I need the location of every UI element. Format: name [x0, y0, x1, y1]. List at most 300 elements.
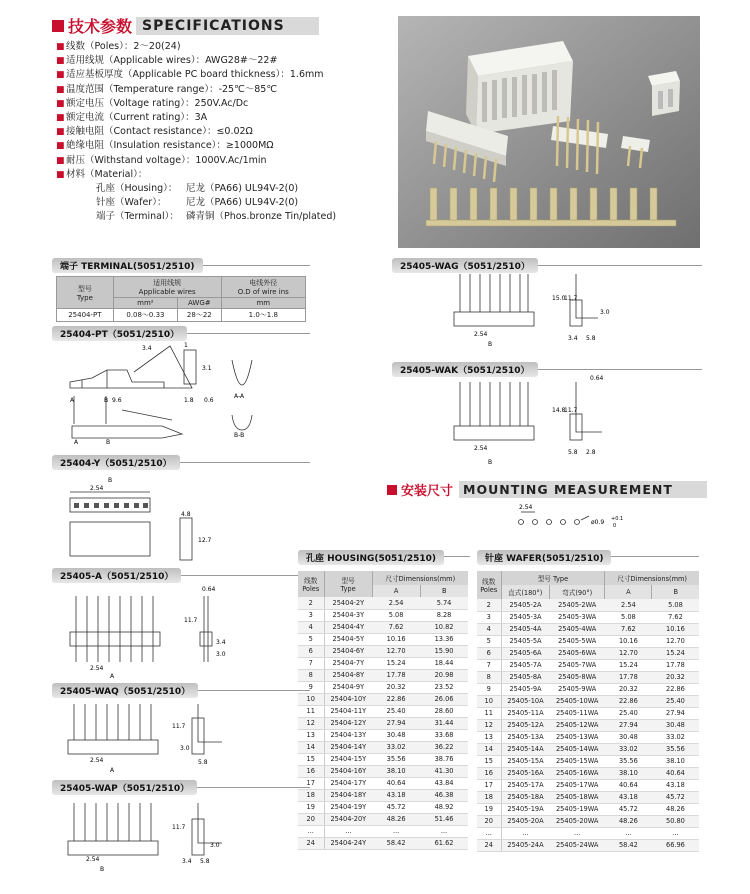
- table-cell: 25405-17A: [501, 779, 550, 791]
- spec-item: ■ 接触电阻（Contact resistance）：≤0.02Ω: [56, 126, 253, 138]
- table-cell: ...: [605, 827, 652, 839]
- svg-text:3.4: 3.4: [216, 639, 226, 646]
- header-en: SPECIFICATIONS: [136, 17, 319, 35]
- svg-text:3.1: 3.1: [202, 365, 212, 372]
- mounting-drawing: [505, 500, 635, 540]
- table-cell: ...: [652, 827, 699, 839]
- th-mm: mm: [221, 298, 305, 309]
- svg-text:A: A: [70, 397, 75, 404]
- table-row: [298, 729, 468, 741]
- table-row: [298, 753, 468, 765]
- table-cell: 7: [298, 657, 324, 669]
- table-cell: 25404-6Y: [324, 645, 372, 657]
- spec-item: ■ 温度范围（Temperature range）：-25℃～85℃: [56, 83, 278, 95]
- table-cell: 20: [477, 815, 501, 827]
- material-wafer: 针座（Wafer）： 尼龙（PA66) UL94V-2(0): [96, 197, 299, 209]
- wak-section-title: 25405-WAK（5051/2510）: [392, 362, 538, 377]
- table-cell: 5.08: [652, 599, 699, 611]
- table-cell: 43.18: [652, 779, 699, 791]
- table-cell: 22.86: [652, 683, 699, 695]
- table-cell: 25405-12A: [501, 719, 550, 731]
- spec-item: ■ 材料（Material）：: [56, 168, 148, 180]
- svg-text:2.54: 2.54: [474, 445, 488, 452]
- table-cell: 20.32: [372, 681, 420, 693]
- th-angle: 弯式(90°): [550, 585, 605, 599]
- table-cell: 24: [298, 837, 324, 849]
- mounting-marker: [387, 485, 397, 495]
- table-row: [477, 815, 699, 827]
- table-cell: 38.76: [420, 753, 468, 765]
- table-cell: 2.54: [372, 597, 420, 609]
- svg-text:11.7: 11.7: [172, 723, 186, 730]
- spec-item: ■ 线数（Poles）：2～20(24): [56, 41, 181, 52]
- th-b: B: [652, 585, 699, 599]
- table-cell: 4: [477, 623, 501, 635]
- material-housing: 孔座（Housing）： 尼龙（PA66) UL94V-2(0): [96, 183, 299, 195]
- svg-text:2.54: 2.54: [86, 856, 100, 863]
- table-cell: 5.08: [372, 609, 420, 621]
- table-cell: 14: [298, 741, 324, 753]
- table-cell: 25404-14Y: [324, 741, 372, 753]
- table-cell: 30.48: [372, 729, 420, 741]
- table-cell: 25405-20A: [501, 815, 550, 827]
- table-cell: 22.86: [605, 695, 652, 707]
- table-cell: 25404-10Y: [324, 693, 372, 705]
- table-cell: 25404-17Y: [324, 777, 372, 789]
- table-row: [477, 731, 699, 743]
- table-cell: 25405-9A: [501, 683, 550, 695]
- svg-text:11.7: 11.7: [172, 824, 186, 831]
- svg-text:0: 0: [613, 523, 617, 529]
- wap-drawing: [52, 795, 302, 887]
- table-row: [298, 717, 468, 729]
- table-row: [298, 741, 468, 753]
- svg-text:3.4: 3.4: [142, 345, 152, 352]
- svg-text:ø0.9: ø0.9: [591, 519, 605, 526]
- svg-text:3.4: 3.4: [182, 858, 192, 865]
- specifications-header: [52, 14, 319, 37]
- svg-text:14.8: 14.8: [552, 407, 566, 414]
- table-cell: 25405-4WA: [550, 623, 605, 635]
- table-cell: ...: [477, 827, 501, 839]
- table-cell: 40.64: [652, 767, 699, 779]
- table-row: [477, 743, 699, 755]
- svg-text:4.8: 4.8: [181, 511, 191, 518]
- table-row: [298, 765, 468, 777]
- table-cell: 5.08: [605, 611, 652, 623]
- table-row: [298, 837, 468, 849]
- a-section-title: 25405-A（5051/2510）: [52, 568, 181, 583]
- table-cell: 7.62: [652, 611, 699, 623]
- table-cell: 25.40: [372, 705, 420, 717]
- svg-text:B: B: [488, 459, 493, 466]
- table-cell: 25405-15A: [501, 755, 550, 767]
- table-cell: 5: [298, 633, 324, 645]
- table-cell: 12.70: [652, 635, 699, 647]
- table-row: 25404-PT 0.08～0.33 28～22 1.0～1.8: [57, 309, 306, 322]
- table-cell: 33.02: [652, 731, 699, 743]
- svg-text:A: A: [74, 439, 79, 446]
- table-row: [298, 645, 468, 657]
- svg-text:1: 1: [184, 342, 188, 349]
- th-b: B: [420, 585, 468, 597]
- table-cell: 19: [298, 801, 324, 813]
- th-mm2: mm²: [113, 298, 177, 309]
- table-cell: 25405-5A: [501, 635, 550, 647]
- th-wire: 适用线规 Applicable wires: [113, 277, 221, 298]
- table-cell: 25404-24Y: [324, 837, 372, 849]
- table-cell: 25404-15Y: [324, 753, 372, 765]
- table-cell: 10.16: [372, 633, 420, 645]
- table-row: [477, 707, 699, 719]
- spec-item: ■ 适应基板厚度（Applicable PC board thickness）：1.6mm: [56, 69, 324, 81]
- table-cell: 48.26: [372, 813, 420, 825]
- table-cell: 25405-9WA: [550, 683, 605, 695]
- table-row: [477, 779, 699, 791]
- table-row: [477, 803, 699, 815]
- table-cell: 25404-7Y: [324, 657, 372, 669]
- table-cell: 7.62: [605, 623, 652, 635]
- table-cell: 25405-2WA: [550, 599, 605, 611]
- svg-text:0.6: 0.6: [204, 397, 214, 404]
- table-cell: 20.32: [605, 683, 652, 695]
- table-cell: 10.16: [605, 635, 652, 647]
- spec-list: [56, 40, 336, 225]
- table-cell: 18.44: [420, 657, 468, 669]
- table-cell: 25405-6WA: [550, 647, 605, 659]
- table-cell: 2: [298, 597, 324, 609]
- table-row: [298, 669, 468, 681]
- table-cell: 3: [477, 611, 501, 623]
- table-cell: 24: [477, 839, 501, 851]
- table-cell: 13.36: [420, 633, 468, 645]
- table-cell: 25404-12Y: [324, 717, 372, 729]
- table-cell: 27.94: [372, 717, 420, 729]
- table-cell: 9: [477, 683, 501, 695]
- svg-text:2.8: 2.8: [586, 449, 596, 456]
- table-cell: 25405-24WA: [550, 839, 605, 851]
- th-type: 型号 Type: [57, 277, 114, 309]
- table-cell: 48.26: [652, 803, 699, 815]
- table-cell: 50.80: [652, 815, 699, 827]
- svg-text:3.0: 3.0: [600, 309, 610, 316]
- table-cell: 13: [477, 731, 501, 743]
- table-cell: 9: [298, 681, 324, 693]
- table-cell: 25404-16Y: [324, 765, 372, 777]
- table-cell: 8.28: [420, 609, 468, 621]
- table-cell: 25404-4Y: [324, 621, 372, 633]
- table-cell: 17.78: [372, 669, 420, 681]
- table-row: [477, 767, 699, 779]
- mounting-cn: 安装尺寸: [401, 484, 454, 499]
- table-cell: 14: [477, 743, 501, 755]
- table-cell: 19: [477, 803, 501, 815]
- th-type: 型号 Type: [501, 571, 605, 585]
- table-cell: 25405-18A: [501, 791, 550, 803]
- svg-text:2.54: 2.54: [90, 485, 104, 492]
- table-cell: 18: [477, 791, 501, 803]
- table-cell: 15: [477, 755, 501, 767]
- table-cell: 10.16: [652, 623, 699, 635]
- table-cell: 27.94: [605, 719, 652, 731]
- terminal-section-title: 端子 TERMINAL(5051/2510): [52, 258, 203, 273]
- header-marker: [52, 20, 64, 32]
- table-cell: 33.02: [605, 743, 652, 755]
- table-cell: 58.42: [372, 837, 420, 849]
- table-cell: 25404-19Y: [324, 801, 372, 813]
- table-row: [298, 609, 468, 621]
- th-dim: 尺寸Dimensions(mm): [372, 571, 468, 585]
- th-od: 电线外径 O.D of wire ins: [221, 277, 305, 298]
- table-cell: 25404-11Y: [324, 705, 372, 717]
- table-cell: ...: [550, 827, 605, 839]
- table-cell: 2: [477, 599, 501, 611]
- th-straight: 直式(180°): [501, 585, 550, 599]
- table-cell: 20.98: [420, 669, 468, 681]
- table-row: [298, 693, 468, 705]
- table-cell: 12: [298, 717, 324, 729]
- table-cell: 25405-12WA: [550, 719, 605, 731]
- table-cell: 15.24: [652, 647, 699, 659]
- table-cell: 25405-19A: [501, 803, 550, 815]
- svg-text:2.54: 2.54: [90, 757, 104, 764]
- table-cell: 46.38: [420, 789, 468, 801]
- table-cell: 36.22: [420, 741, 468, 753]
- table-row: [477, 755, 699, 767]
- table-row: [477, 671, 699, 683]
- table-row: [477, 599, 699, 611]
- table-cell: 66.96: [652, 839, 699, 851]
- terminal-table: [56, 276, 306, 322]
- svg-text:11.7: 11.7: [564, 295, 578, 302]
- table-cell: 25405-20WA: [550, 815, 605, 827]
- table-cell: 6: [298, 645, 324, 657]
- table-cell: 25404-9Y: [324, 681, 372, 693]
- spec-item: ■ 耐压（Withstand voltage）：1000V.Ac/1min: [56, 154, 267, 166]
- table-cell: 25405-15WA: [550, 755, 605, 767]
- table-cell: 25405-13A: [501, 731, 550, 743]
- table-row: [298, 825, 468, 837]
- waq-section-title: 25405-WAQ（5051/2510）: [52, 683, 198, 698]
- table-cell: 25405-3A: [501, 611, 550, 623]
- table-cell: 35.56: [605, 755, 652, 767]
- table-cell: 51.46: [420, 813, 468, 825]
- y-section-title: 25404-Y（5051/2510）: [52, 455, 180, 470]
- svg-text:5.8: 5.8: [568, 449, 578, 456]
- table-row: [477, 827, 699, 839]
- table-cell: ...: [298, 825, 324, 837]
- a-drawing: [52, 582, 302, 682]
- table-cell: 7: [477, 659, 501, 671]
- table-row: [477, 611, 699, 623]
- table-cell: 6: [477, 647, 501, 659]
- th-a: A: [605, 585, 652, 599]
- table-row: [477, 839, 699, 851]
- svg-text:B: B: [104, 397, 109, 404]
- table-cell: 25405-11WA: [550, 707, 605, 719]
- table-cell: ...: [420, 825, 468, 837]
- table-cell: 43.18: [605, 791, 652, 803]
- table-cell: 20: [298, 813, 324, 825]
- th-poles: 线数 Poles: [298, 571, 324, 597]
- svg-text:3.0: 3.0: [210, 842, 220, 849]
- table-cell: 25404-8Y: [324, 669, 372, 681]
- table-row: [298, 813, 468, 825]
- table-cell: 25405-3WA: [550, 611, 605, 623]
- svg-text:11.7: 11.7: [564, 407, 578, 414]
- mounting-header: [387, 480, 707, 499]
- wag-section-title: 25405-WAG（5051/2510）: [392, 258, 538, 273]
- table-cell: 43.84: [420, 777, 468, 789]
- table-cell: 25405-13WA: [550, 731, 605, 743]
- spec-item: ■ 额定电流（Current rating）：3A: [56, 112, 208, 124]
- table-cell: 25405-2A: [501, 599, 550, 611]
- table-row: [298, 621, 468, 633]
- table-cell: 45.72: [372, 801, 420, 813]
- svg-text:15.0: 15.0: [552, 295, 566, 302]
- svg-text:3.4: 3.4: [568, 335, 578, 342]
- small-housing-photo: [648, 71, 680, 116]
- table-cell: 25405-8A: [501, 671, 550, 683]
- svg-text:5.8: 5.8: [586, 335, 596, 342]
- svg-text:2.54: 2.54: [519, 504, 533, 511]
- table-cell: 25405-10WA: [550, 695, 605, 707]
- table-cell: 25405-11A: [501, 707, 550, 719]
- table-cell: 11: [477, 707, 501, 719]
- table-row: [477, 623, 699, 635]
- table-cell: 16: [477, 767, 501, 779]
- pt-section-title: 25404-PT（5051/2510）: [52, 326, 187, 341]
- table-cell: 35.56: [652, 743, 699, 755]
- material-terminal: 端子（Terminal）： 磷青铜（Phos.bronze Tin/plated): [96, 211, 337, 223]
- table-cell: 25404-20Y: [324, 813, 372, 825]
- svg-text:12.7: 12.7: [198, 537, 212, 544]
- table-row: [477, 791, 699, 803]
- svg-text:1.8: 1.8: [184, 397, 194, 404]
- table-cell: ...: [501, 827, 550, 839]
- table-cell: 25405-24A: [501, 839, 550, 851]
- table-cell: 20.32: [652, 671, 699, 683]
- table-row: [477, 635, 699, 647]
- table-cell: 28.60: [420, 705, 468, 717]
- svg-text:0.64: 0.64: [590, 375, 604, 382]
- table-cell: 48.26: [605, 815, 652, 827]
- table-cell: 35.56: [372, 753, 420, 765]
- table-cell: 17: [298, 777, 324, 789]
- table-cell: 25404-18Y: [324, 789, 372, 801]
- table-cell: 8: [298, 669, 324, 681]
- table-cell: 25405-14WA: [550, 743, 605, 755]
- svg-text:A-A: A-A: [234, 393, 245, 400]
- housing-table: [298, 571, 468, 850]
- table-cell: 4: [298, 621, 324, 633]
- table-cell: 16: [298, 765, 324, 777]
- table-cell: 12.70: [372, 645, 420, 657]
- svg-text:5.8: 5.8: [198, 759, 208, 766]
- table-cell: 8: [477, 671, 501, 683]
- y-drawing: [52, 470, 302, 570]
- wap-section-title: 25405-WAP（5051/2510）: [52, 780, 197, 795]
- table-cell: 33.02: [372, 741, 420, 753]
- table-cell: 40.64: [605, 779, 652, 791]
- table-cell: 26.06: [420, 693, 468, 705]
- table-cell: 31.44: [420, 717, 468, 729]
- product-photo: [398, 16, 700, 248]
- table-cell: 41.30: [420, 765, 468, 777]
- svg-text:0.64: 0.64: [202, 586, 216, 593]
- table-cell: 12.70: [605, 647, 652, 659]
- wag-drawing: [440, 270, 640, 362]
- table-cell: 25404-2Y: [324, 597, 372, 609]
- table-cell: 5: [477, 635, 501, 647]
- table-cell: 5.74: [420, 597, 468, 609]
- table-cell: 25405-18WA: [550, 791, 605, 803]
- table-cell: 25405-5WA: [550, 635, 605, 647]
- table-cell: 25404-3Y: [324, 609, 372, 621]
- table-row: [298, 681, 468, 693]
- table-cell: 25405-7A: [501, 659, 550, 671]
- svg-text:3.0: 3.0: [180, 745, 190, 752]
- table-cell: 25405-6A: [501, 647, 550, 659]
- table-cell: 61.62: [420, 837, 468, 849]
- table-cell: 15.24: [605, 659, 652, 671]
- table-row: [298, 597, 468, 609]
- spec-item: ■ 额定电压（Voltage rating）：250V.Ac/Dc: [56, 97, 249, 109]
- table-row: [298, 657, 468, 669]
- table-cell: 17.78: [652, 659, 699, 671]
- table-cell: 25405-4A: [501, 623, 550, 635]
- table-row: [298, 633, 468, 645]
- table-cell: 10: [477, 695, 501, 707]
- table-cell: 25405-14A: [501, 743, 550, 755]
- table-cell: 11: [298, 705, 324, 717]
- table-cell: 13: [298, 729, 324, 741]
- svg-text:2.54: 2.54: [90, 665, 104, 672]
- table-cell: 22.86: [372, 693, 420, 705]
- table-row: [477, 647, 699, 659]
- svg-text:2.54: 2.54: [474, 331, 488, 338]
- table-cell: 25405-7WA: [550, 659, 605, 671]
- th-poles: 线数 Poles: [477, 571, 501, 599]
- table-cell: 25405-19WA: [550, 803, 605, 815]
- table-cell: 18: [298, 789, 324, 801]
- table-cell: 23.52: [420, 681, 468, 693]
- pt-drawing: [52, 340, 302, 450]
- table-cell: 25405-10A: [501, 695, 550, 707]
- table-cell: 40.64: [372, 777, 420, 789]
- svg-text:B: B: [106, 439, 111, 446]
- table-row: [298, 801, 468, 813]
- table-row: [298, 777, 468, 789]
- table-cell: 25.40: [652, 695, 699, 707]
- svg-text:B-B: B-B: [234, 432, 245, 439]
- table-cell: 38.10: [372, 765, 420, 777]
- table-cell: 7.62: [372, 621, 420, 633]
- svg-text:A: A: [110, 767, 115, 774]
- svg-text:B: B: [100, 866, 105, 873]
- table-cell: 25.40: [605, 707, 652, 719]
- table-cell: 25405-16A: [501, 767, 550, 779]
- table-cell: 15.90: [420, 645, 468, 657]
- spec-item: ■ 絶缘电阻（Insulation resistance）：≥1000MΩ: [56, 140, 274, 152]
- table-cell: 25404-13Y: [324, 729, 372, 741]
- table-cell: 10: [298, 693, 324, 705]
- table-cell: 3: [298, 609, 324, 621]
- table-cell: 27.94: [652, 707, 699, 719]
- table-cell: 12: [477, 719, 501, 731]
- th-dim: 尺寸Dimensions(mm): [605, 571, 699, 585]
- wafer-table-title: 针座 WAFER(5051/2510): [477, 550, 611, 565]
